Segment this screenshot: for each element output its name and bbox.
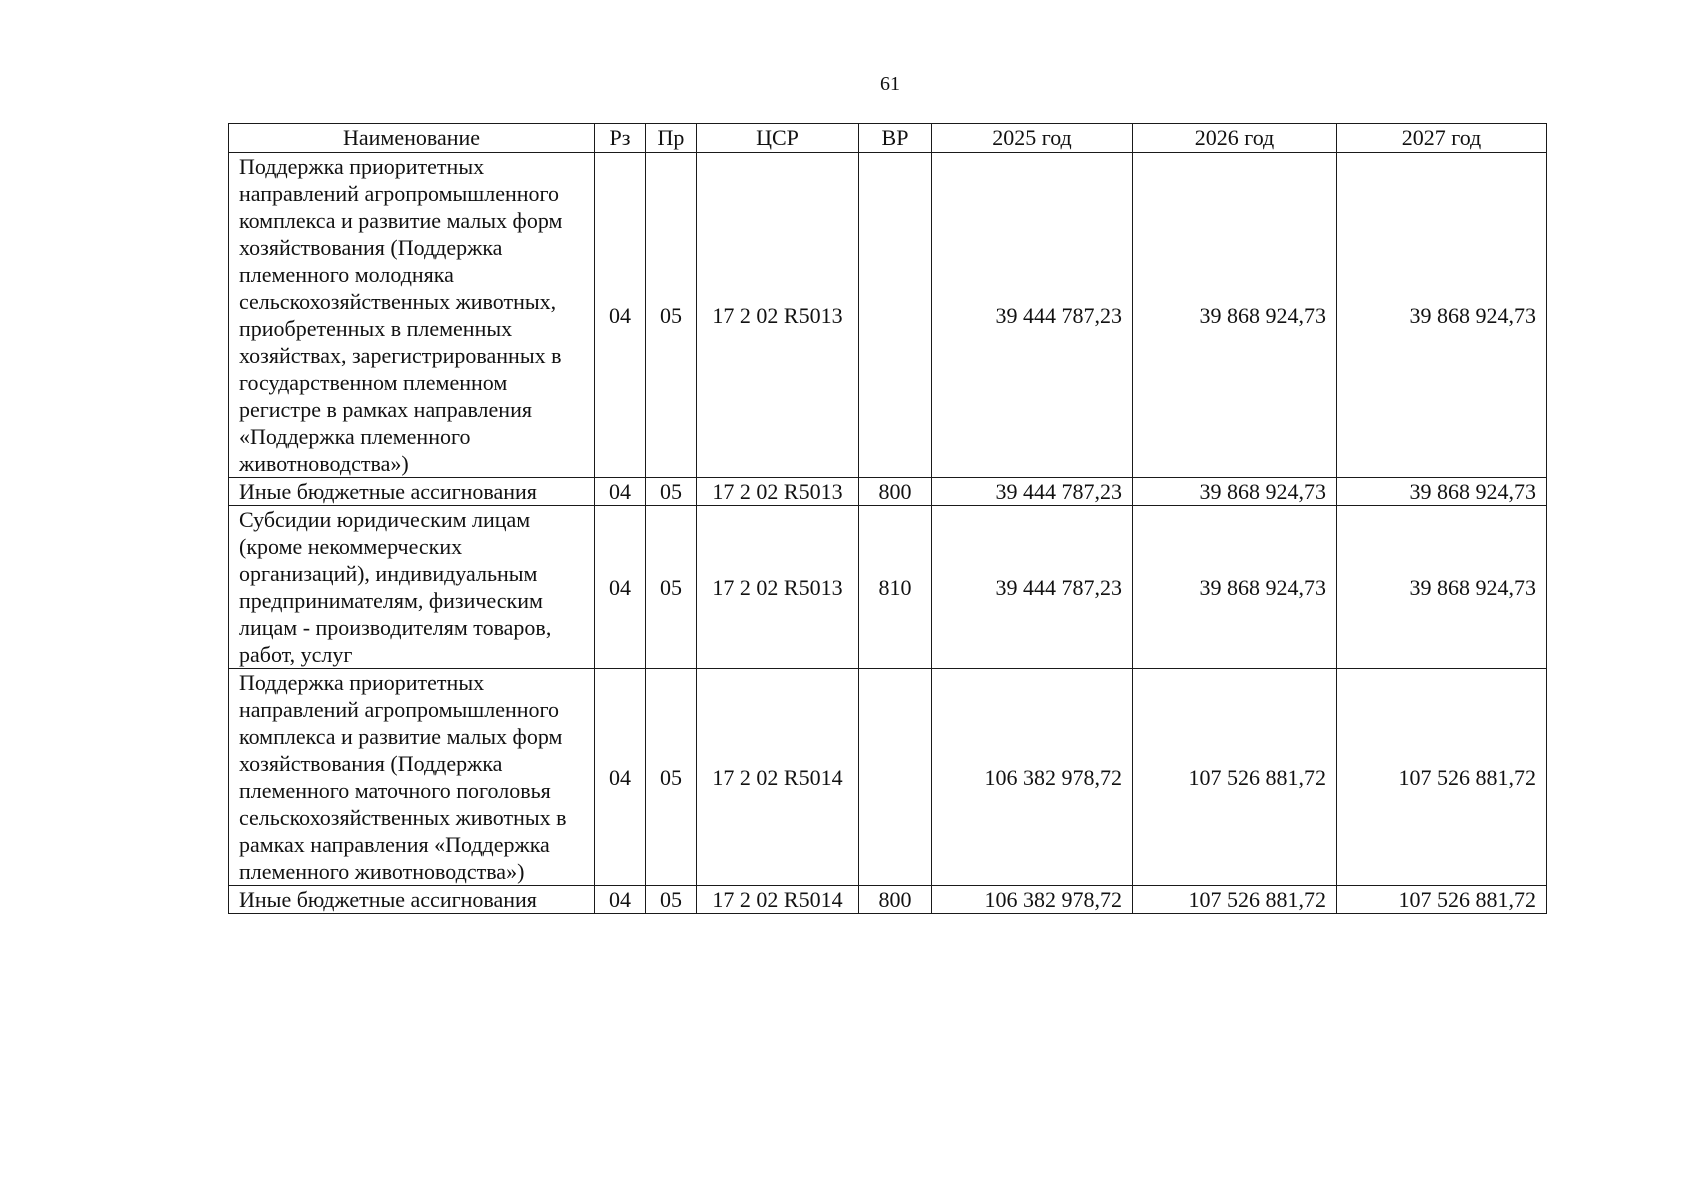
cell-csr: 17 2 02 R5014 xyxy=(697,886,859,914)
cell-vr: 800 xyxy=(859,886,932,914)
table-body xyxy=(229,153,1547,914)
header-rz: Рз xyxy=(595,124,646,153)
table-row xyxy=(229,886,1547,914)
cell-name: Субсидии юридическим лицам (кроме некоммерческих организаций), индивидуальным предпринимателям, физическим лицам - производителям товаров, работ, услуг xyxy=(229,506,595,669)
cell-2027: 107 526 881,72 xyxy=(1337,886,1547,914)
cell-vr: 810 xyxy=(859,506,932,669)
cell-csr: 17 2 02 R5013 xyxy=(697,506,859,669)
cell-2025: 106 382 978,72 xyxy=(932,886,1133,914)
table-row xyxy=(229,669,1547,886)
cell-2027: 39 868 924,73 xyxy=(1337,478,1547,506)
cell-csr: 17 2 02 R5014 xyxy=(697,669,859,886)
cell-2027: 39 868 924,73 xyxy=(1337,506,1547,669)
cell-pr: 05 xyxy=(646,478,697,506)
cell-name: Иные бюджетные ассигнования xyxy=(229,478,595,506)
cell-csr: 17 2 02 R5013 xyxy=(697,478,859,506)
cell-2025: 106 382 978,72 xyxy=(932,669,1133,886)
cell-2025: 39 444 787,23 xyxy=(932,478,1133,506)
page-number-text: 61 xyxy=(880,73,900,95)
cell-2027: 39 868 924,73 xyxy=(1337,153,1547,478)
cell-2026: 107 526 881,72 xyxy=(1133,669,1337,886)
cell-vr xyxy=(859,669,932,886)
header-name: Наименование xyxy=(229,124,595,153)
cell-2026: 39 868 924,73 xyxy=(1133,506,1337,669)
cell-rz: 04 xyxy=(595,669,646,886)
header-2025: 2025 год xyxy=(932,124,1133,153)
header-vr: ВР xyxy=(859,124,932,153)
cell-2027: 107 526 881,72 xyxy=(1337,669,1547,886)
header-2027: 2027 год xyxy=(1337,124,1547,153)
cell-vr: 800 xyxy=(859,478,932,506)
cell-2025: 39 444 787,23 xyxy=(932,153,1133,478)
cell-name: Поддержка приоритетных направлений агропромышленного комплекса и развитие малых форм хозяйствования (Поддержка племенного молодняка сельскохозяйственных животных, приобретенных в племенных хозяйствах, зарегистрированных в государственном племенном регистре в рамках направления «Поддержка племенного животноводства») xyxy=(229,153,595,478)
cell-2026: 39 868 924,73 xyxy=(1133,153,1337,478)
header-csr: ЦСР xyxy=(697,124,859,153)
budget-table xyxy=(228,123,1547,914)
cell-pr: 05 xyxy=(646,153,697,478)
cell-name: Иные бюджетные ассигнования xyxy=(229,886,595,914)
cell-name: Поддержка приоритетных направлений агропромышленного комплекса и развитие малых форм хозяйствования (Поддержка племенного маточного поголовья сельскохозяйственных животных в рамках направления «Поддержка племенного животноводства») xyxy=(229,669,595,886)
cell-rz: 04 xyxy=(595,153,646,478)
cell-rz: 04 xyxy=(595,478,646,506)
table-row xyxy=(229,478,1547,506)
cell-2026: 39 868 924,73 xyxy=(1133,478,1337,506)
header-pr: Пр xyxy=(646,124,697,153)
page-number xyxy=(0,72,1694,96)
table-header xyxy=(229,124,1547,153)
header-2026: 2026 год xyxy=(1133,124,1337,153)
cell-2026: 107 526 881,72 xyxy=(1133,886,1337,914)
cell-vr xyxy=(859,153,932,478)
header-row xyxy=(229,124,1547,153)
table-row xyxy=(229,153,1547,478)
cell-pr: 05 xyxy=(646,886,697,914)
cell-rz: 04 xyxy=(595,886,646,914)
cell-rz: 04 xyxy=(595,506,646,669)
cell-csr: 17 2 02 R5013 xyxy=(697,153,859,478)
cell-pr: 05 xyxy=(646,669,697,886)
cell-pr: 05 xyxy=(646,506,697,669)
cell-2025: 39 444 787,23 xyxy=(932,506,1133,669)
table-row xyxy=(229,506,1547,669)
